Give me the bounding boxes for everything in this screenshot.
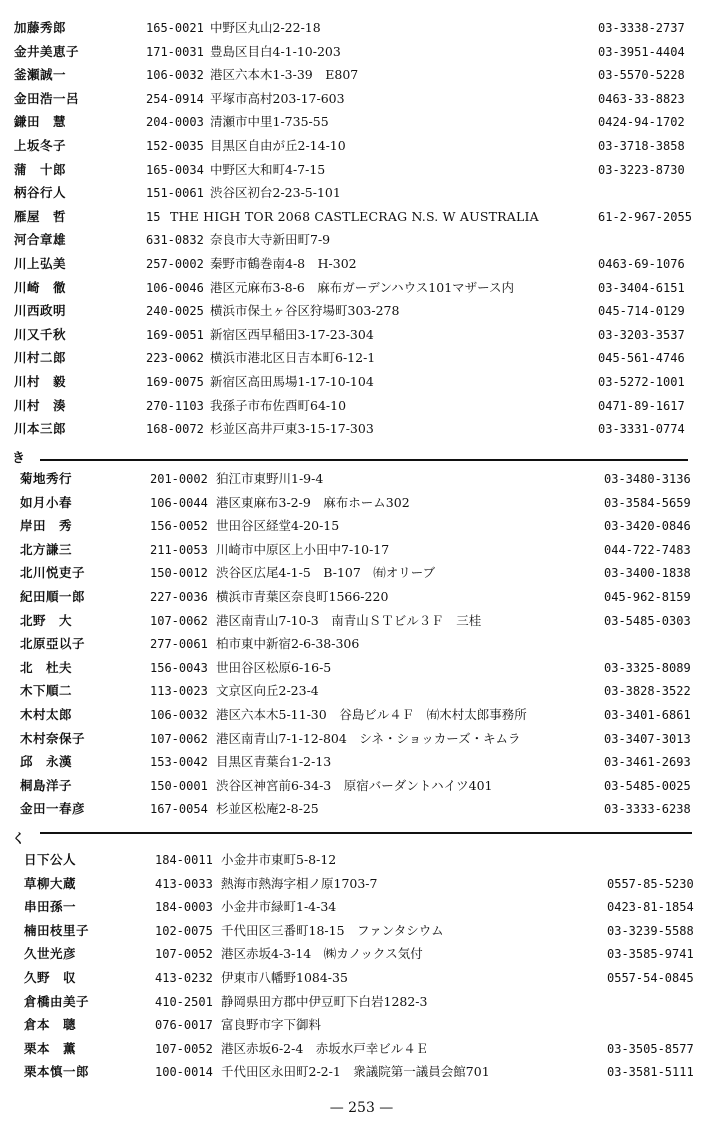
section-heading: き: [12, 451, 26, 466]
entry-phone: 045-561-4746: [598, 351, 685, 366]
directory-entry: [0, 680, 723, 702]
directory-entry: [0, 1038, 723, 1060]
entry-address: 平塚市高村203-17-603: [210, 90, 345, 106]
entry-phone: 045-714-0129: [598, 304, 685, 319]
directory-entry: [0, 751, 723, 773]
entry-zip: 227-0036: [150, 590, 208, 604]
entry-phone: 044-722-7483: [604, 542, 691, 557]
entry-address: 清瀬市中里1-735-55: [210, 114, 329, 130]
entry-phone: 03-3338-2737: [598, 21, 685, 35]
entry-zip: 240-0025: [146, 304, 204, 319]
entry-name: 串田孫一: [24, 899, 77, 915]
entry-address: 港区赤坂4-3-14 ㈱カノックス気付: [221, 946, 423, 962]
entry-name: 草柳大蔵: [24, 875, 77, 891]
entry-address: 熱海市熱海字相ノ原1703-7: [221, 875, 378, 891]
entry-phone: 03-3400-1838: [604, 566, 691, 581]
entry-phone: 03-3223-8730: [598, 162, 685, 177]
directory-entry: [0, 17, 723, 39]
directory-entry: [0, 586, 723, 608]
entry-zip: 169-0051: [146, 327, 204, 342]
entry-zip: 151-0061: [146, 186, 204, 201]
entry-name: 木下順二: [20, 683, 73, 699]
entry-address: 渋谷区広尾4-1-5 B-107 ㈲オリーブ: [216, 565, 436, 581]
section-heading: く: [12, 832, 26, 847]
entry-phone: 03-3505-8577: [607, 1041, 694, 1056]
entry-name: 川村 毅: [14, 374, 67, 389]
entry-name: 川上弘美: [14, 256, 67, 271]
directory-entry: [0, 277, 723, 299]
entry-zip: 152-0035: [146, 139, 204, 153]
directory-entry: [0, 873, 723, 895]
entry-name: 川本三郎: [14, 421, 67, 437]
entry-name: 木村太郎: [20, 707, 73, 722]
entry-name: 栗本 薫: [24, 1040, 77, 1056]
entry-address: 港区六本木1-3-39 E807: [210, 67, 359, 83]
entry-address: 秦野市鶴巻南4-8 H-302: [210, 256, 357, 271]
entry-zip: 165-0021: [146, 21, 204, 35]
directory-entry: [0, 1014, 723, 1036]
entry-zip: 15: [146, 209, 161, 224]
directory-entry: [0, 492, 723, 514]
entry-address: 奈良市大寺新田町7-9: [210, 232, 331, 248]
directory-entry: [0, 300, 723, 322]
entry-address: 港区東麻布3-2-9 麻布ホーム302: [216, 494, 410, 510]
entry-phone: 03-3333-6238: [604, 802, 691, 817]
entry-address: 世田谷区経堂4-20-15: [216, 518, 340, 534]
entry-name: 北野 大: [20, 612, 73, 628]
entry-zip: 184-0003: [155, 900, 213, 915]
directory-entry: [0, 943, 723, 965]
directory-entry: [0, 515, 723, 537]
entry-zip: 150-0001: [150, 778, 208, 793]
entry-phone: 0557-54-0845: [607, 971, 694, 985]
entry-zip: 168-0072: [146, 422, 204, 437]
entry-address: 小金井市緑町1-4-34: [221, 899, 337, 915]
entry-address: 川崎市中原区上小田中7-10-17: [216, 541, 390, 557]
entry-phone: 03-5485-0025: [604, 778, 691, 793]
directory-entry: [0, 41, 723, 63]
section-divider: [40, 459, 688, 461]
entry-address: 杉並区松庵2-8-25: [216, 801, 319, 817]
entry-address: 港区赤坂6-2-4 赤坂水戸幸ビル４Ｅ: [221, 1040, 429, 1056]
directory-entry: [0, 347, 723, 369]
entry-zip: 413-0232: [155, 971, 213, 985]
entry-address: THE HIGH TOR 2068 CASTLECRAG N.S. W AUSTRALIA: [170, 208, 539, 224]
entry-zip: 107-0062: [150, 731, 208, 746]
directory-entry: [0, 775, 723, 797]
entry-phone: 0463-33-8823: [598, 91, 685, 106]
directory-entry: [0, 633, 723, 655]
entry-zip: 107-0052: [155, 947, 213, 962]
entry-name: 釜瀬誠一: [14, 67, 67, 83]
directory-entry: [0, 967, 723, 989]
entry-zip: 106-0046: [146, 280, 204, 295]
entry-phone: 03-3239-5588: [607, 923, 694, 938]
directory-entry: [0, 229, 723, 251]
entry-address: 伊東市八幡野1084-35: [221, 970, 348, 985]
entry-name: 鎌田 慧: [14, 114, 67, 130]
entry-phone: 03-3325-8089: [604, 660, 691, 675]
entry-name: 川西政明: [14, 303, 67, 319]
directory-entry: [0, 395, 723, 417]
entry-phone: 03-3480-3136: [604, 472, 691, 486]
entry-zip: 169-0075: [146, 375, 204, 389]
directory-entry: [0, 704, 723, 726]
entry-zip: 201-0002: [150, 472, 208, 486]
directory-entry: [0, 468, 723, 490]
entry-address: 富良野市字下御料: [221, 1017, 322, 1033]
entry-address: 新宿区西早稲田3-17-23-304: [210, 326, 374, 342]
entry-phone: 03-3404-6151: [598, 280, 685, 295]
entry-name: 蒲 十郎: [14, 161, 67, 177]
entry-address: 杉並区高井戸東3-15-17-303: [210, 421, 374, 437]
entry-address: 中野区丸山2-22-18: [210, 20, 321, 35]
directory-entry: [0, 111, 723, 133]
entry-phone: 0463-69-1076: [598, 257, 685, 271]
entry-phone: 03-5272-1001: [598, 375, 685, 389]
entry-zip: 270-1103: [146, 398, 204, 413]
entry-name: 岸田 秀: [20, 518, 73, 534]
entry-address: 新宿区高田馬場1-17-10-104: [210, 374, 374, 389]
entry-name: 栗本慎一郎: [24, 1064, 90, 1080]
entry-address: 港区六本木5-11-30 谷島ビル４Ｆ ㈲木村太郎事務所: [216, 707, 527, 722]
entry-name: 楠田枝里子: [24, 922, 90, 938]
entry-name: 金田浩一呂: [14, 90, 80, 106]
directory-entry: [0, 135, 723, 157]
directory-entry: [0, 324, 723, 346]
entry-phone: 03-3718-3858: [598, 139, 685, 153]
entry-address: 渋谷区神宮前6-34-3 原宿バーダントハイツ401: [216, 777, 493, 793]
entry-zip: 223-0062: [146, 351, 204, 366]
entry-address: 静岡県田方郡中伊豆町下白岩1282-3: [221, 993, 428, 1009]
entry-phone: 03-3420-0846: [604, 519, 691, 534]
entry-name: 北方謙三: [20, 541, 73, 557]
entry-address: 文京区向丘2-23-4: [216, 683, 319, 699]
entry-phone: 03-3331-0774: [598, 422, 685, 437]
directory-entry: [0, 64, 723, 86]
directory-entry: [0, 1061, 723, 1083]
entry-zip: 165-0034: [146, 162, 204, 177]
entry-phone: 0424-94-1702: [598, 115, 685, 130]
entry-zip: 153-0042: [150, 755, 208, 770]
directory-entry: [0, 728, 723, 750]
entry-address: 我孫子市布佐酉町64-10: [210, 397, 347, 413]
entry-phone: 03-5485-0303: [604, 613, 691, 628]
entry-name: 倉橋由美子: [24, 993, 90, 1009]
directory-entry: [0, 991, 723, 1013]
entry-name: 久野 収: [24, 970, 77, 985]
directory-entry: [0, 657, 723, 679]
entry-zip: 410-2501: [155, 994, 213, 1009]
entry-phone: 0423-81-1854: [607, 900, 694, 915]
entry-zip: 167-0054: [150, 802, 208, 817]
entry-name: 木村奈保子: [20, 730, 86, 746]
directory-entry: [0, 798, 723, 820]
entry-name: 久世光彦: [24, 946, 77, 962]
entry-name: 菊地秀行: [20, 471, 73, 486]
entry-zip: 413-0033: [155, 876, 213, 891]
entry-name: 上坂冬子: [14, 138, 67, 153]
entry-zip: 631-0832: [146, 233, 204, 248]
entry-address: 中野区大和町4-7-15: [210, 161, 326, 177]
entry-address: 横浜市港北区日吉本町6-12-1: [210, 350, 376, 366]
entry-zip: 277-0061: [150, 637, 208, 652]
entry-zip: 211-0053: [150, 542, 208, 557]
entry-address: 港区南青山7-10-3 南青山ＳＴビル３Ｆ 三桂: [216, 612, 482, 628]
entry-zip: 076-0017: [155, 1018, 213, 1033]
directory-entry: [0, 159, 723, 181]
entry-name: 加藤秀郎: [14, 20, 67, 35]
entry-address: 狛江市東野川1-9-4: [216, 471, 324, 486]
entry-zip: 254-0914: [146, 91, 204, 106]
entry-zip: 113-0023: [150, 684, 208, 699]
entry-zip: 100-0014: [155, 1065, 213, 1080]
entry-zip: 107-0052: [155, 1041, 213, 1056]
entry-name: 川村二郎: [14, 350, 67, 366]
entry-zip: 102-0075: [155, 923, 213, 938]
entry-phone: 03-5570-5228: [598, 68, 685, 83]
entry-name: 如月小春: [20, 494, 73, 510]
entry-name: 柄谷行人: [14, 185, 67, 201]
directory-entry: [0, 562, 723, 584]
page-number: — 253 —: [329, 1100, 394, 1116]
entry-address: 渋谷区初台2-23-5-101: [210, 185, 341, 201]
section-divider: [40, 832, 692, 834]
entry-name: 桐島洋子: [20, 777, 73, 793]
entry-name: 日下公人: [24, 852, 77, 867]
entry-zip: 171-0031: [146, 44, 204, 59]
entry-phone: 03-3203-3537: [598, 327, 685, 342]
entry-phone: 03-3407-3013: [604, 731, 691, 746]
entry-phone: 03-3951-4404: [598, 44, 685, 59]
entry-phone: 03-3461-2693: [604, 755, 691, 770]
entry-phone: 0471-89-1617: [598, 398, 685, 413]
directory-entry: [0, 88, 723, 110]
entry-address: 千代田区三番町18-15 ファンタシウム: [221, 922, 444, 938]
entry-zip: 156-0052: [150, 519, 208, 534]
directory-entry: [0, 371, 723, 393]
entry-name: 紀田順一郎: [20, 589, 86, 604]
entry-address: 目黒区自由が丘2-14-10: [210, 138, 346, 153]
entry-address: 横浜市青葉区奈良町1566-220: [216, 589, 389, 604]
directory-entry: [0, 849, 723, 871]
entry-name: 川村 湊: [14, 397, 67, 413]
entry-zip: 106-0044: [150, 495, 208, 510]
directory-entry: [0, 418, 723, 440]
entry-address: 横浜市保土ヶ谷区狩場町303-278: [210, 303, 400, 319]
entry-phone: 03-3581-5111: [607, 1065, 694, 1080]
entry-phone: 61-2-967-2055: [598, 209, 692, 224]
directory-entry: [0, 610, 723, 632]
entry-name: 川又千秋: [14, 326, 67, 342]
entry-name: 北 杜夫: [20, 659, 73, 675]
directory-entry: [0, 253, 723, 275]
entry-name: 邱 永漢: [20, 754, 73, 770]
entry-address: 港区南青山7-1-12-804 シネ・ショッカーズ・キムラ: [216, 730, 521, 746]
entry-zip: 106-0032: [150, 708, 208, 722]
entry-address: 世田谷区松原6-16-5: [216, 659, 332, 675]
directory-entry: [0, 920, 723, 942]
entry-address: 港区元麻布3-8-6 麻布ガーデンハウス101マザース内: [210, 279, 515, 295]
entry-address: 柏市東中新宿2-6-38-306: [216, 636, 360, 652]
entry-address: 千代田区永田町2-2-1 衆議院第一議員会館701: [221, 1064, 490, 1080]
entry-zip: 106-0032: [146, 68, 204, 83]
entry-name: 雁屋 哲: [14, 208, 67, 224]
entry-zip: 204-0003: [146, 115, 204, 130]
entry-address: 豊島区目白4-1-10-203: [210, 43, 341, 59]
directory-entry: [0, 539, 723, 561]
entry-name: 北原亞以子: [20, 636, 86, 652]
entry-phone: 03-3401-6861: [604, 708, 691, 722]
entry-name: 金田一春彦: [20, 801, 86, 817]
entry-name: 金井美恵子: [14, 43, 80, 59]
directory-entry: [0, 206, 723, 228]
entry-zip: 184-0011: [155, 853, 213, 867]
entry-zip: 257-0002: [146, 257, 204, 271]
entry-name: 川崎 徹: [14, 279, 67, 295]
entry-zip: 150-0012: [150, 566, 208, 581]
entry-name: 河合章雄: [14, 232, 67, 248]
entry-zip: 107-0062: [150, 613, 208, 628]
directory-entry: [0, 896, 723, 918]
entry-phone: 045-962-8159: [604, 590, 691, 604]
entry-zip: 156-0043: [150, 660, 208, 675]
entry-name: 北川悦吏子: [20, 565, 86, 581]
directory-entry: [0, 182, 723, 204]
entry-phone: 03-3584-5659: [604, 495, 691, 510]
entry-name: 倉本 聰: [24, 1017, 77, 1033]
entry-phone: 03-3585-9741: [607, 947, 694, 962]
entry-phone: 03-3828-3522: [604, 684, 691, 699]
entry-address: 目黒区青葉台1-2-13: [216, 754, 332, 770]
entry-address: 小金井市東町5-8-12: [221, 852, 337, 867]
entry-phone: 0557-85-5230: [607, 876, 694, 891]
